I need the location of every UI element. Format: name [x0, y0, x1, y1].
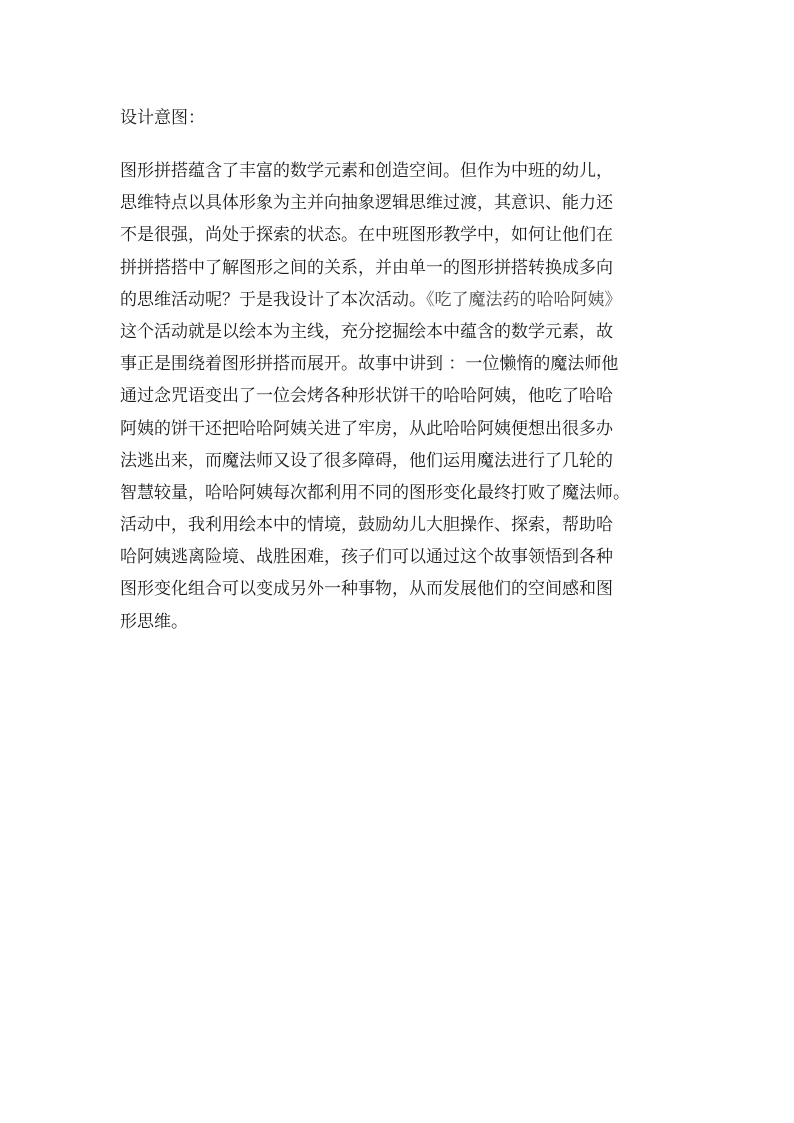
paragraph-line-2: 思维特点以具体形象为主并向抽象逻辑思维过渡，其意识、能力还	[120, 193, 613, 214]
paragraph-line-7: 事正是围绕着图形拼搭而展开。故事中讲到 ：一位懒惰的魔法师他	[120, 354, 619, 375]
book-title: 《吃了魔法药的哈哈阿姨》	[426, 289, 622, 310]
paragraph-line-9: 阿姨的饼干还把哈哈阿姨关进了牢房，从此哈哈阿姨便想出很多办	[120, 418, 613, 439]
paragraph-line-3: 不是很强，尚处于探索的状态。在中班图形教学中，如何让他们在	[120, 225, 613, 246]
paragraph-line-10: 法逃出来，而魔法师又设了很多障碍，他们运用魔法进行了几轮的	[120, 450, 613, 471]
paragraph-line-1: 图形拼搭蕴含了丰富的数学元素和创造空间。但作为中班的幼儿，	[120, 161, 613, 181]
paragraph-line-8: 通过念咒语变出了一位会烤各种形状饼干的哈哈阿姨，他吃了哈哈	[120, 386, 613, 407]
paragraph-line-4: 拼拼搭搭中了解图形之间的关系，并由单一的图形拼搭转换成多向	[120, 257, 613, 278]
section-heading: 设计意图：	[120, 108, 205, 128]
paragraph-line-5-text: 的思维活动呢？于是我设计了本次活动。	[120, 289, 426, 310]
paragraph-body	[120, 160, 700, 643]
paragraph-line-6: 这个活动就是以绘本为主线，充分挖掘绘本中蕴含的数学元素，故	[120, 321, 613, 342]
paragraph-line-15: 形思维。	[120, 611, 188, 632]
paragraph-line-11: 智慧较量，哈哈阿姨每次都利用不同的图形变化最终打败了魔法师。	[120, 482, 630, 503]
paragraph-line-12: 活动中，我利用绘本中的情境，鼓励幼儿大胆操作、探索，帮助哈	[120, 515, 613, 536]
paragraph-line-13: 哈阿姨逃离险境、战胜困难，孩子们可以通过这个故事领悟到各种	[120, 547, 613, 568]
paragraph-line-14: 图形变化组合可以变成另外一种事物，从而发展他们的空间感和图	[120, 579, 613, 600]
paragraph-line-5	[120, 289, 700, 321]
